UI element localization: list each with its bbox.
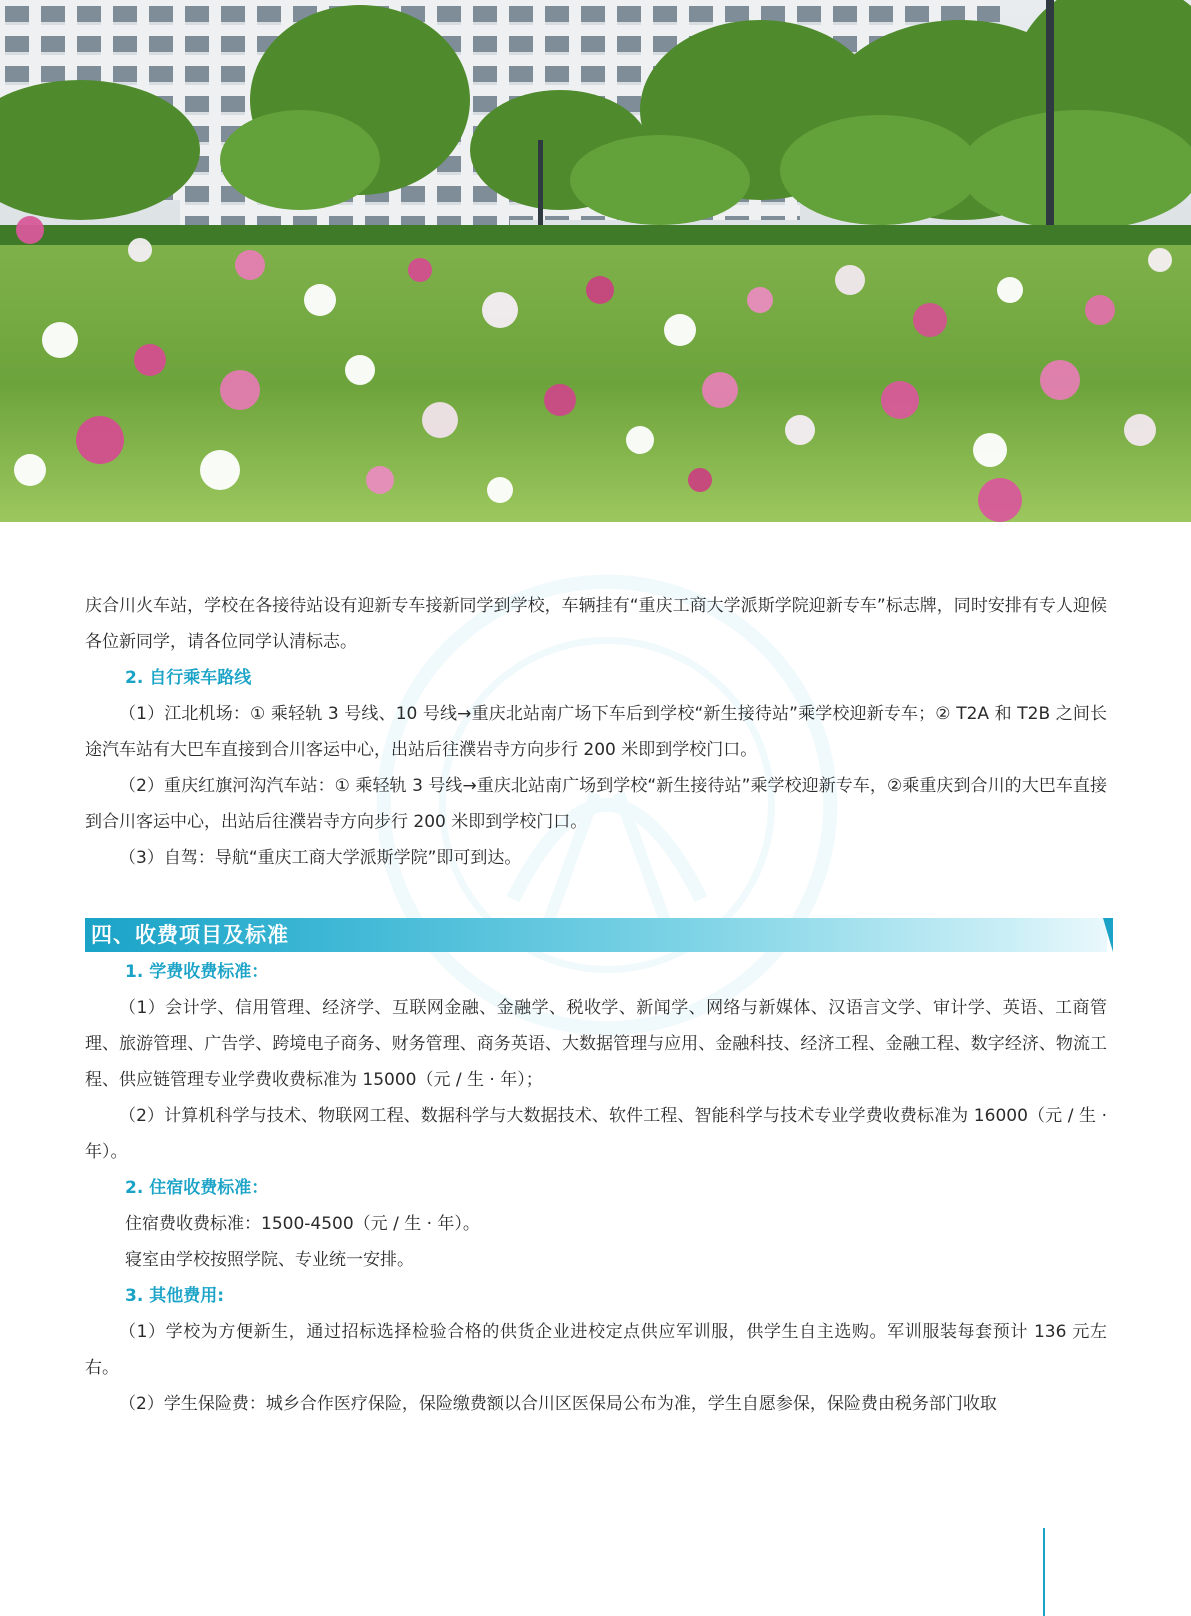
route-self-drive: （3）自驾：导航“重庆工商大学派斯学院”即可到达。 [119, 848, 522, 868]
campus-flower-field-image [0, 0, 1191, 522]
dorm-heading: 2. 住宿收费标准： [125, 1178, 269, 1198]
tuition-standard-1: （1）会计学、信用管理、经济学、互联网金融、金融学、税收学、新闻学、网络与新媒体、汉语言文学、审计学、英语、工商管理、旅游管理、广告学、跨境电子商务、财务管理、商务英语、大数据管理与应用、金融科技、经济工程、金融工程、数字经济、物流工程、供应链管理专业学费收费标准为 15000（元 / 生 · 年）； [85, 998, 1107, 1090]
tuition-heading: 1. 学费收费标准： [125, 962, 269, 982]
page-edge-rule [1043, 1528, 1045, 1616]
section-title: 四、收费项目及标准 [91, 923, 289, 947]
other-fee-insurance: （2）学生保险费：城乡合作医疗保险，保险缴费额以合川区医保局公布为准，学生自愿参保，保险费由税务部门收取 [119, 1394, 997, 1414]
section-header-bar [85, 918, 1107, 952]
route-bus-station: （2）重庆红旗河沟汽车站：① 乘轻轨 3 号线→重庆北站南广场到学校“新生接待站”乘学校迎新专车，②乘重庆到合川的大巴车直接到合川客运中心，出站后往濮岩寺方向步行 200 米即到学校门口。 [85, 776, 1107, 832]
tuition-standard-2: （2）计算机科学与技术、物联网工程、数据科学与大数据技术、软件工程、智能科学与技术专业学费收费标准为 16000（元 / 生 · 年）。 [85, 1106, 1107, 1162]
dorm-fee: 住宿费收费标准：1500-4500（元 / 生 · 年）。 [125, 1214, 480, 1234]
dorm-assignment: 寝室由学校按照学院、专业统一安排。 [125, 1250, 414, 1270]
campus-photo [0, 0, 1191, 522]
other-fee-uniform: （1）学校为方便新生，通过招标选择检验合格的供货企业进校定点供应军训服，供学生自主选购。军训服装每套预计 136 元左右。 [85, 1322, 1107, 1378]
pickup-paragraph: 庆合川火车站，学校在各接待站设有迎新专车接新同学到学校，车辆挂有“重庆工商大学派斯学院迎新专车”标志牌，同时安排有专人迎候各位新同学，请各位同学认清标志。 [85, 596, 1107, 652]
page-body [85, 588, 1107, 1422]
other-fees-heading: 3. 其他费用: [125, 1286, 225, 1306]
route-airport: （1）江北机场：① 乘轻轨 3 号线、10 号线→重庆北站南广场下车后到学校“新生接待站”乘学校迎新专车；② T2A 和 T2B 之间长途汽车站有大巴车直接到合川客运中心，出站后往濮岩寺方向步行 200 米即到学校门口。 [85, 704, 1107, 760]
route-heading: 2. 自行乘车路线 [125, 668, 252, 688]
section-header-tip [1103, 918, 1113, 952]
